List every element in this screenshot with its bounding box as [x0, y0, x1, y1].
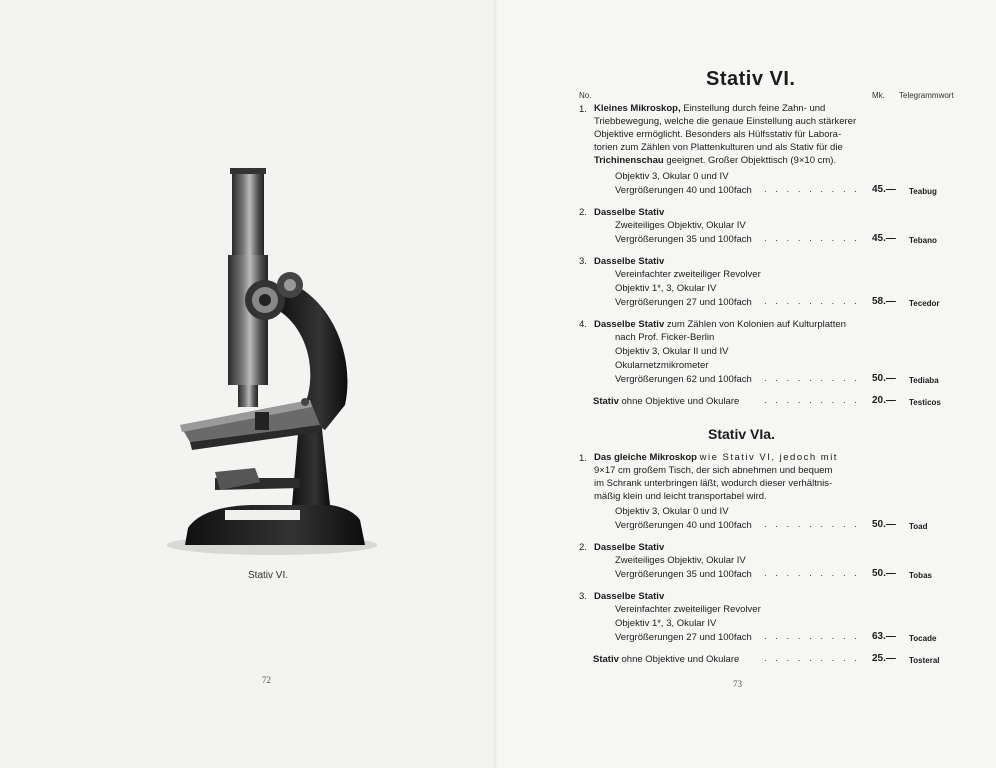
- item-line: Objektiv 1*, 3, Okular IV: [615, 618, 717, 629]
- telegram-word: Teabug: [909, 187, 937, 196]
- price: 63.—: [872, 631, 896, 642]
- section-subtitle: Stativ VIa.: [708, 426, 775, 442]
- figure-caption: Stativ VI.: [248, 570, 289, 581]
- item-heading: Stativ ohne Objektive und Okulare: [593, 396, 740, 407]
- item-number: 3.: [579, 591, 587, 602]
- item-line: Objektiv 3, Okular 0 und IV: [615, 171, 729, 182]
- column-header-telegram: Telegrammwort: [899, 91, 954, 100]
- price: 45.—: [872, 233, 896, 244]
- item-line: im Schrank unterbringen läßt, wodurch dieser verhältnis-: [594, 478, 833, 489]
- page-number-right: 73: [733, 679, 742, 689]
- item-number: 1.: [579, 104, 587, 115]
- item-heading: Stativ ohne Objektive und Okulare: [593, 654, 740, 665]
- price: 58.—: [872, 296, 896, 307]
- item-line: Vergrößerungen 40 und 100fach: [615, 185, 752, 196]
- item-line: 9×17 cm großem Tisch, der sich abnehmen und bequem: [594, 465, 833, 476]
- item-number: 4.: [579, 319, 587, 330]
- item-line: Kleines Mikroskop, Einstellung durch feine Zahn- und: [594, 103, 826, 114]
- item-line: Triebbewegung, welche die genaue Einstellung auch stärkerer: [594, 116, 857, 127]
- leader-dots: . . . . . . . . .: [764, 631, 860, 642]
- telegram-word: Toad: [909, 522, 928, 531]
- item-line: Vergrößerungen 35 und 100fach: [615, 569, 752, 580]
- item-line: Objektive ermöglicht. Besonders als Hülfsstativ für Labora-: [594, 129, 842, 140]
- column-header-mk: Mk.: [872, 91, 885, 100]
- price: 50.—: [872, 373, 896, 384]
- item-number: 2.: [579, 542, 587, 553]
- price: 50.—: [872, 519, 896, 530]
- telegram-word: Tebano: [909, 236, 937, 245]
- item-line: Vereinfachter zweiteiliger Revolver: [615, 269, 761, 280]
- column-header-no: No.: [579, 91, 592, 100]
- leader-dots: . . . . . . . . .: [764, 519, 860, 530]
- telegram-word: Tosteral: [909, 656, 940, 665]
- item-line: Objektiv 3, Okular II und IV: [615, 346, 729, 357]
- price: 25.—: [872, 653, 896, 664]
- microscope-illustration: [160, 160, 385, 570]
- item-heading: Dasselbe Stativ: [594, 542, 665, 553]
- item-heading: Dasselbe Stativ: [594, 256, 665, 267]
- price: 20.—: [872, 395, 896, 406]
- leader-dots: . . . . . . . . .: [764, 233, 860, 244]
- item-line: Vergrößerungen 35 und 100fach: [615, 234, 752, 245]
- leader-dots: . . . . . . . . .: [764, 568, 860, 579]
- item-line: Objektiv 3, Okular 0 und IV: [615, 506, 729, 517]
- item-line: Vergrößerungen 27 und 100fach: [615, 632, 752, 643]
- item-line: Okularnetzmikrometer: [615, 360, 709, 371]
- item-line: mäßig klein und leicht transportabel wird.: [594, 491, 767, 502]
- item-heading: Dasselbe Stativ: [594, 591, 665, 602]
- item-line: Vereinfachter zweiteiliger Revolver: [615, 604, 761, 615]
- telegram-word: Tediaba: [909, 376, 939, 385]
- item-line: Vergrößerungen 62 und 100fach: [615, 374, 752, 385]
- item-heading: Dasselbe Stativ zum Zählen von Kolonien auf Kulturplatten: [594, 319, 846, 330]
- leader-dots: . . . . . . . . .: [764, 184, 860, 195]
- price: 50.—: [872, 568, 896, 579]
- leader-dots: . . . . . . . . .: [764, 653, 860, 664]
- item-line: Trichinenschau geeignet. Großer Objekttisch (9×10 cm).: [594, 155, 837, 166]
- leader-dots: . . . . . . . . .: [764, 395, 860, 406]
- item-number: 2.: [579, 207, 587, 218]
- item-line: Zweiteiliges Objektiv, Okular IV: [615, 555, 746, 566]
- item-line: Objektiv 1*, 3, Okular IV: [615, 283, 717, 294]
- telegram-word: Tecedor: [909, 299, 940, 308]
- item-line: Vergrößerungen 27 und 100fach: [615, 297, 752, 308]
- item-line: Vergrößerungen 40 und 100fach: [615, 520, 752, 531]
- item-line: nach Prof. Ficker-Berlin: [615, 332, 715, 343]
- page-number-left: 72: [262, 675, 271, 685]
- price: 45.—: [872, 184, 896, 195]
- telegram-word: Tocade: [909, 634, 937, 643]
- leader-dots: . . . . . . . . .: [764, 296, 860, 307]
- item-number: 3.: [579, 256, 587, 267]
- item-heading: Dasselbe Stativ: [594, 207, 665, 218]
- leader-dots: . . . . . . . . .: [764, 373, 860, 384]
- page-title: Stativ VI.: [706, 68, 796, 90]
- item-line: torien zum Zählen von Plattenkulturen und als Stativ für die: [594, 142, 843, 153]
- item-number: 1.: [579, 453, 587, 464]
- item-line: Das gleiche Mikroskop wie Stativ VI, jedoch mit: [594, 452, 838, 463]
- item-line: Zweiteiliges Objektiv, Okular IV: [615, 220, 746, 231]
- telegram-word: Testicos: [909, 398, 941, 407]
- telegram-word: Tobas: [909, 571, 932, 580]
